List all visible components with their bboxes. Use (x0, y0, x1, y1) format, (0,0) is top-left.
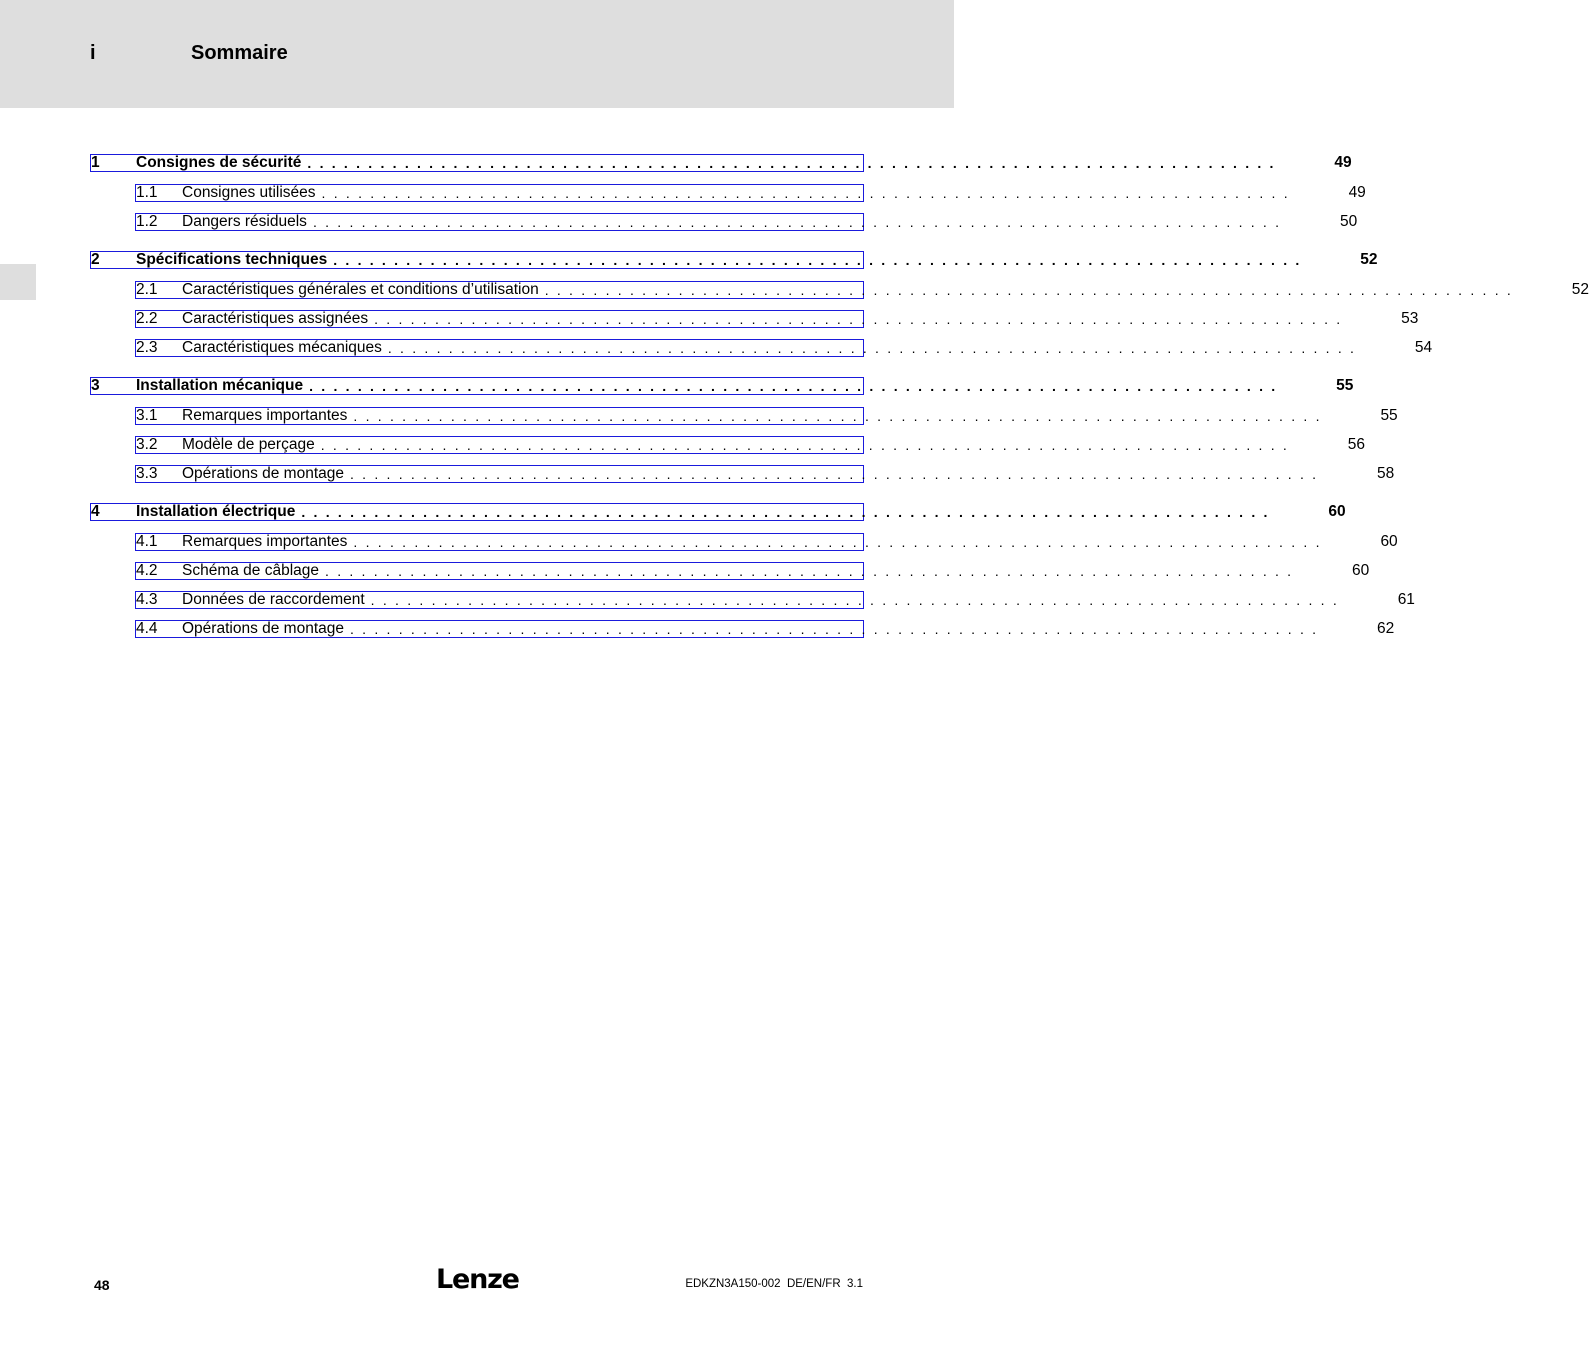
toc-entry-label: Opérations de montage (182, 465, 344, 482)
toc-entry-page: 50 (1339, 213, 1358, 230)
toc-chapter-link[interactable] (90, 154, 1352, 172)
dot-leader: . . . . . . . . . . . . . . . . . . . . . . . . . . . . . . . . . . . . . . . . . . . . . . . . . . . . . . . . . . . . . . . . . . . . . . . . . . . . . . . . (350, 466, 1319, 482)
toc-entry-label: Caractéristiques générales et conditions d’utilisation (182, 281, 539, 298)
toc-entry-label: Données de raccordement (182, 591, 365, 608)
toc-section-link[interactable] (135, 310, 1419, 328)
toc-entry-page: 55 (1380, 407, 1398, 424)
toc-section-link[interactable] (135, 436, 1365, 454)
toc-chapter-link[interactable] (90, 251, 1378, 269)
header-band (0, 0, 954, 108)
dot-leader: . . . . . . . . . . . . . . . . . . . . . . . . . . . . . . . . . . . . . . . . . . . . . . . . . . . . . . . . . . . . . . . . . . . . . . . . . . . . . . . . (312, 214, 1282, 230)
toc-entry-page: 52 (1571, 281, 1589, 298)
toc-entry-number: 4.1 (136, 533, 158, 550)
toc-section-link[interactable] (135, 281, 1589, 299)
toc-entry-page: 61 (1397, 591, 1415, 608)
toc-entry-label: Remarques importantes (182, 533, 348, 550)
toc-entry-label: Consignes de sécurité (136, 154, 302, 171)
toc-entry-page: 54 (1414, 339, 1433, 356)
footer-page-number: 48 (94, 1277, 110, 1293)
dot-leader: . . . . . . . . . . . . . . . . . . . . . . . . . . . . . . . . . . . . . . . . . . . . . . . . . . . . . . . . . . . . . . . . . . . . . . . . . . . . . . . . (333, 252, 1302, 268)
toc-entry-label: Modèle de perçage (182, 436, 315, 453)
toc-entry-page: 56 (1347, 436, 1365, 453)
toc-entry-number: 3 (91, 377, 100, 394)
toc-entry-number: 2.3 (136, 339, 158, 356)
dot-leader: . . . . . . . . . . . . . . . . . . . . . . . . . . . . . . . . . . . . . . . . . . . . . . . . . . . . . . . . . . . . . . . . . . . . . . . . . . . . . . . . (309, 378, 1278, 394)
toc-entry-page: 55 (1336, 377, 1354, 394)
toc-entry-label: Remarques importantes (182, 407, 348, 424)
toc-chapter-link[interactable] (90, 503, 1346, 521)
toc-section-link[interactable] (135, 339, 1433, 357)
toc-section-link[interactable] (135, 213, 1358, 231)
toc-entry-page: 62 (1377, 620, 1395, 637)
toc-entry-page: 60 (1328, 503, 1346, 520)
toc-entry-label: Installation mécanique (136, 377, 304, 394)
toc-section-link[interactable] (135, 562, 1370, 580)
toc-entry-label: Installation électrique (136, 503, 296, 520)
toc-entry-number: 4 (91, 503, 100, 520)
toc-entry-number: 4.4 (136, 620, 158, 637)
toc-entry-number: 2 (91, 251, 100, 268)
toc-section-link[interactable] (135, 620, 1395, 638)
toc-entry-page: 52 (1360, 251, 1378, 268)
toc-entry-number: 3.1 (136, 407, 158, 424)
toc-entry-label: Spécifications techniques (136, 251, 328, 268)
toc-entry-number: 4.3 (136, 591, 158, 608)
toc-entry-number: 3.2 (136, 436, 158, 453)
toc-entry-label: Caractéristiques mécaniques (182, 339, 382, 356)
toc-entry-page: 58 (1377, 465, 1395, 482)
toc-section-link[interactable] (135, 591, 1415, 609)
dot-leader: . . . . . . . . . . . . . . . . . . . . . . . . . . . . . . . . . . . . . . . . . . . . . . . . . . . . . . . . . . . . . . . . . . . . . . . . . . . . . . . . (374, 311, 1343, 327)
header-marker: i (90, 42, 96, 64)
dot-leader: . . . . . . . . . . . . . . . . . . . . . . . . . . . . . . . . . . . . . . . . . . . . . . . . . . . . . . . . . . . . . . . . . . . . . . . . . . . . . . . . (350, 621, 1319, 637)
dot-leader: . . . . . . . . . . . . . . . . . . . . . . . . . . . . . . . . . . . . . . . . . . . . . . . . . . . . . . . . . . . . . . . . . . . . . . . . . . . . . . . . (320, 437, 1289, 453)
toc-entry-number: 1.2 (136, 213, 158, 230)
toc-entry-number: 1 (91, 154, 100, 171)
toc-section-link[interactable] (135, 184, 1366, 202)
toc-entry-page: 53 (1401, 310, 1419, 327)
dot-leader: . . . . . . . . . . . . . . . . . . . . . . . . . . . . . . . . . . . . . . . . . . . . . . . . . . . . . . . . . . . . . . . . . . . . . . . . . . . . . . . . (387, 340, 1357, 356)
toc-section-link[interactable] (135, 465, 1395, 483)
toc-entry-label: Dangers résiduels (182, 213, 307, 230)
toc-entry-page: 60 (1352, 562, 1370, 579)
side-tab-marker (0, 264, 36, 300)
toc-entry-number: 2.1 (136, 281, 158, 298)
footer-document-id: EDKZN3A150-002 DE/EN/FR 3.1 (685, 1278, 863, 1290)
dot-leader: . . . . . . . . . . . . . . . . . . . . . . . . . . . . . . . . . . . . . . . . . . . . . . . . . . . . . . . . . . . . . . . . . . . . . . . . . . . . . . . . (307, 155, 1276, 171)
dot-leader: . . . . . . . . . . . . . . . . . . . . . . . . . . . . . . . . . . . . . . . . . . . . . . . . . . . . . . . . . . . . . . . . . . . . . . . . . . . . . . . . (301, 504, 1270, 520)
toc-entry-number: 2.2 (136, 310, 158, 327)
toc-entry-number: 3.3 (136, 465, 158, 482)
dot-leader: . . . . . . . . . . . . . . . . . . . . . . . . . . . . . . . . . . . . . . . . . . . . . . . . . . . . . . . . . . . . . . . . . . . . . . . . . . . . . . . . (321, 185, 1290, 201)
lenze-logo: Lenze (436, 1264, 519, 1295)
toc-entry-number: 4.2 (136, 562, 158, 579)
page-title: Sommaire (191, 42, 288, 64)
toc-entry-label: Opérations de montage (182, 620, 344, 637)
toc-entry-label: Consignes utilisées (182, 184, 316, 201)
toc-entry-page: 60 (1380, 533, 1398, 550)
dot-leader: . . . . . . . . . . . . . . . . . . . . . . . . . . . . . . . . . . . . . . . . . . . . . . . . . . . . . . . . . . . . . . . . . . . . . . . . . . . . . . . . (325, 563, 1294, 579)
toc-section-link[interactable] (135, 533, 1398, 551)
toc-entry-label: Schéma de câblage (182, 562, 320, 579)
toc-section-link[interactable] (135, 407, 1398, 425)
toc-entry-label: Caractéristiques assignées (182, 310, 369, 327)
toc-chapter-link[interactable] (90, 377, 1354, 395)
dot-leader: . . . . . . . . . . . . . . . . . . . . . . . . . . . . . . . . . . . . . . . . . . . . . . . . . . . . . . . . . . . . . . . . . . . . . . . . . . . . . . . . (353, 408, 1322, 424)
toc-entry-number: 1.1 (136, 184, 158, 201)
dot-leader: . . . . . . . . . . . . . . . . . . . . . . . . . . . . . . . . . . . . . . . . . . . . . . . . . . . . . . . . . . . . . . . . . . . . . . . . . . . . . . . . (353, 534, 1322, 550)
dot-leader: . . . . . . . . . . . . . . . . . . . . . . . . . . . . . . . . . . . . . . . . . . . . . . . . . . . . . . . . . . . . . . . . . . . . . . . . . . . . . . . . (544, 282, 1513, 298)
toc-entry-page: 49 (1348, 184, 1366, 201)
toc-entry-page: 49 (1334, 154, 1352, 171)
dot-leader: . . . . . . . . . . . . . . . . . . . . . . . . . . . . . . . . . . . . . . . . . . . . . . . . . . . . . . . . . . . . . . . . . . . . . . . . . . . . . . . . (370, 592, 1339, 608)
